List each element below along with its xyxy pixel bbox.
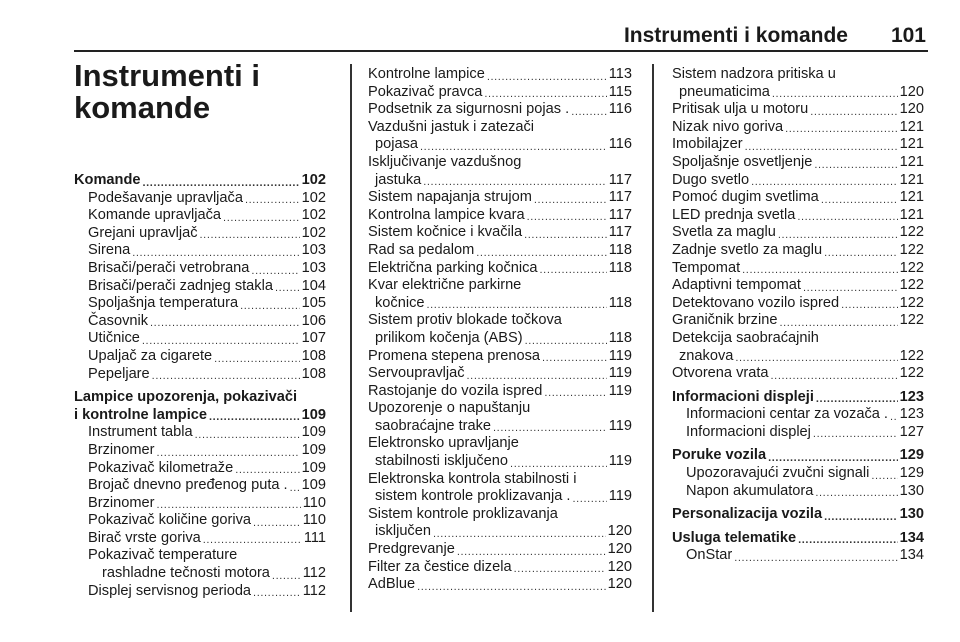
dot-leader xyxy=(200,228,300,242)
toc-section-entry[interactable] xyxy=(672,447,924,465)
toc-entry[interactable] xyxy=(672,154,924,172)
entry-label-line: Sistem protiv blokade točkova xyxy=(368,312,562,329)
page-ref: 109 xyxy=(301,459,326,476)
entry-label: isključen xyxy=(375,523,431,540)
toc-entry[interactable] xyxy=(74,583,326,601)
entry-label: Graničnik brzine xyxy=(672,312,778,329)
dot-leader xyxy=(572,492,606,506)
dot-leader xyxy=(209,410,300,424)
entry-label: Podešavanje upravljača xyxy=(88,189,243,206)
dot-leader xyxy=(253,586,301,600)
dot-leader xyxy=(142,334,300,348)
section-title: Komande xyxy=(74,172,141,188)
dot-leader xyxy=(417,580,606,594)
toc-entry[interactable] xyxy=(74,530,326,548)
toc-section-entry[interactable] xyxy=(672,530,924,548)
entry-label: AdBlue xyxy=(368,576,416,593)
page-ref: 109 xyxy=(301,441,326,458)
dot-leader xyxy=(143,176,300,190)
toc-entry[interactable] xyxy=(672,406,924,424)
dot-leader xyxy=(203,533,302,547)
toc-entry[interactable] xyxy=(672,547,924,565)
entry-label-line: Elektronsko upravljanje xyxy=(368,435,519,452)
toc-entry[interactable] xyxy=(74,242,326,260)
page-ref: 122 xyxy=(899,224,924,241)
toc-entry[interactable] xyxy=(74,207,326,225)
page-ref: 134 xyxy=(899,529,924,546)
dot-leader xyxy=(484,87,606,101)
toc-entry[interactable] xyxy=(74,313,326,331)
entry-label: jastuka xyxy=(375,171,422,188)
entry-label-line: Sistem nadzora pritiska u xyxy=(672,66,836,82)
dot-leader xyxy=(841,298,898,312)
dot-leader xyxy=(272,569,301,583)
page-ref: 130 xyxy=(899,506,924,523)
entry-label-line: Sistem kontrole proklizavanja xyxy=(368,505,558,522)
page-ref: 121 xyxy=(899,171,924,188)
toc-entry[interactable] xyxy=(368,101,632,119)
dot-leader xyxy=(476,246,606,260)
entry-label: Brisači/perači vetrobrana xyxy=(88,259,250,276)
toc-entry[interactable] xyxy=(74,225,326,243)
section-title: Personalizacija vozila xyxy=(672,506,823,523)
page-ref: 119 xyxy=(608,417,632,434)
section-title: i kontrolne lampice xyxy=(74,406,207,423)
page-ref: 123 xyxy=(899,406,924,423)
column-divider xyxy=(350,64,352,612)
page-ref: 121 xyxy=(899,206,924,223)
page-ref: 117 xyxy=(608,224,632,241)
toc-entry[interactable] xyxy=(672,136,924,154)
dot-leader xyxy=(524,228,607,242)
entry-label-line: Detekcija saobraćajnih xyxy=(672,329,819,346)
section-title-line: Lampice upozorenja, pokazivači xyxy=(74,389,298,406)
entry-label: Pokazivač pravca xyxy=(368,83,483,100)
page-ref: 123 xyxy=(899,388,924,405)
toc-entry[interactable] xyxy=(368,224,632,242)
page-number: 101 xyxy=(890,24,926,47)
toc-entry[interactable] xyxy=(368,330,632,348)
dot-leader xyxy=(457,545,606,559)
entry-label-line: Isključivanje vazdušnog xyxy=(368,153,522,170)
dot-leader xyxy=(214,352,300,366)
page-ref: 108 xyxy=(301,365,326,382)
toc-entry[interactable] xyxy=(74,366,326,384)
toc-entry[interactable] xyxy=(368,66,632,84)
entry-label: Sistem kočnice i kvačila xyxy=(368,224,523,241)
toc-entry[interactable] xyxy=(368,242,632,260)
entry-label: Pokazivač kilometraže xyxy=(88,459,234,476)
toc-entry[interactable] xyxy=(368,523,632,541)
dot-leader xyxy=(510,457,607,471)
section-title: Poruke vozila xyxy=(672,447,767,464)
entry-label: Displej servisnog perioda xyxy=(88,582,252,599)
toc-entry[interactable] xyxy=(368,559,632,577)
dot-leader xyxy=(785,122,898,136)
entry-label: Filter za čestice dizela xyxy=(368,558,512,575)
dot-leader xyxy=(772,87,898,101)
toc-entry[interactable] xyxy=(368,365,632,383)
entry-label: Zadnje svetlo za maglu xyxy=(672,241,823,258)
entry-label: Imobilajzer xyxy=(672,136,743,153)
toc-section-entry[interactable] xyxy=(672,506,924,524)
toc-entry[interactable] xyxy=(74,424,326,442)
page-ref: 129 xyxy=(899,465,924,482)
toc-column-1 xyxy=(74,172,326,600)
entry-label: Otvorena vrata xyxy=(672,365,769,382)
entry-label: pneumaticima xyxy=(679,83,770,100)
entry-label-line: Elektronska kontrola stabilnosti i xyxy=(368,470,577,487)
dot-leader xyxy=(245,193,300,207)
dot-leader xyxy=(525,334,607,348)
dot-leader xyxy=(240,299,300,313)
entry-label: Informacioni displej xyxy=(686,423,811,440)
toc-entry[interactable] xyxy=(672,348,924,366)
dot-leader xyxy=(420,140,607,154)
entry-label: Brzinomer xyxy=(88,494,155,511)
page-ref: 122 xyxy=(899,294,924,311)
page-ref: 109 xyxy=(301,424,326,441)
entry-label: prilikom kočenja (ABS) xyxy=(375,329,523,346)
toc-entry[interactable] xyxy=(74,460,326,478)
page-ref: 119 xyxy=(608,347,632,364)
toc-entry[interactable] xyxy=(672,424,924,442)
toc-entry[interactable] xyxy=(74,477,326,495)
page-ref: 102 xyxy=(301,172,326,188)
entry-label: Brisači/perači zadnjeg stakla xyxy=(88,277,273,294)
page-ref: 119 xyxy=(608,382,632,399)
dot-leader xyxy=(813,427,898,441)
entry-label: Časovnik xyxy=(88,312,149,329)
toc-section-entry[interactable] xyxy=(672,389,924,407)
page-header xyxy=(0,0,960,52)
entry-label: Adaptivni tempomat xyxy=(672,277,801,294)
dot-leader xyxy=(493,421,607,435)
entry-label: Grejani upravljač xyxy=(88,224,198,241)
toc-entry[interactable] xyxy=(368,383,632,401)
toc-entry[interactable] xyxy=(368,172,632,190)
dot-leader xyxy=(423,175,606,189)
entry-label: Informacioni centar za vozača . xyxy=(686,406,888,423)
entry-label: Dugo svetlo xyxy=(672,171,750,188)
dot-leader xyxy=(803,281,898,295)
page-ref: 122 xyxy=(899,312,924,329)
dot-leader xyxy=(735,351,897,365)
dot-leader xyxy=(815,486,897,500)
entry-label: saobraćajne trake xyxy=(375,417,492,434)
dot-leader xyxy=(157,498,301,512)
page-ref: 111 xyxy=(303,529,326,546)
dot-leader xyxy=(742,263,898,277)
dot-leader xyxy=(768,451,898,465)
page-ref: 120 xyxy=(607,523,632,540)
dot-leader xyxy=(814,158,897,172)
page-ref: 108 xyxy=(301,347,326,364)
dot-leader xyxy=(514,562,606,576)
dot-leader xyxy=(544,386,606,400)
entry-label: Detektovano vozilo ispred xyxy=(672,294,840,311)
entry-label: rashladne tečnosti motora xyxy=(102,565,270,582)
entry-label: Pokazivač količine goriva xyxy=(88,512,252,529)
page-ref: 107 xyxy=(301,330,326,347)
dot-leader xyxy=(542,351,607,365)
entry-label: Električna parking kočnica xyxy=(368,259,538,276)
dot-leader xyxy=(467,369,607,383)
page-ref: 129 xyxy=(899,447,924,464)
page-ref: 118 xyxy=(608,329,632,346)
entry-label: Pomoć dugim svetlima xyxy=(672,189,819,206)
entry-label: pojasa xyxy=(375,136,419,153)
toc-entry[interactable] xyxy=(672,295,924,313)
dot-leader xyxy=(751,175,898,189)
toc-entry[interactable] xyxy=(74,260,326,278)
toc-entry[interactable] xyxy=(672,365,924,383)
entry-label: Spoljašnje osvetljenje xyxy=(672,153,813,170)
dot-leader xyxy=(195,428,300,442)
entry-label-line: Kvar električne parkirne xyxy=(368,277,522,294)
dot-leader xyxy=(798,533,898,547)
dot-leader xyxy=(290,481,300,495)
entry-label: Sistem napajanja strujom xyxy=(368,189,532,206)
dot-leader xyxy=(771,369,898,383)
page-ref: 113 xyxy=(608,66,632,82)
page-ref: 102 xyxy=(301,207,326,224)
entry-label: Instrument tabla xyxy=(88,424,193,441)
dot-leader xyxy=(157,446,300,460)
page-ref: 120 xyxy=(607,541,632,558)
toc-entry[interactable] xyxy=(74,190,326,208)
page-ref: 119 xyxy=(608,453,632,470)
page-ref: 110 xyxy=(302,512,326,529)
dot-leader xyxy=(821,193,898,207)
page-ref: 109 xyxy=(301,477,326,494)
dot-leader xyxy=(778,228,898,242)
page-ref: 119 xyxy=(608,488,632,505)
dot-leader xyxy=(487,70,607,84)
entry-label: Promena stepena prenosa xyxy=(368,347,540,364)
toc-entry[interactable] xyxy=(74,512,326,530)
page-ref: 118 xyxy=(608,259,632,276)
dot-leader xyxy=(797,210,897,224)
page-ref: 110 xyxy=(302,494,326,511)
entry-label: Upozoravajući zvučni signali xyxy=(686,465,870,482)
dot-leader xyxy=(223,211,300,225)
page-ref: 122 xyxy=(899,365,924,382)
page-ref: 117 xyxy=(608,171,632,188)
page-ref: 120 xyxy=(899,101,924,118)
page-ref: 118 xyxy=(608,294,632,311)
dot-leader xyxy=(871,469,897,483)
page-ref: 120 xyxy=(607,558,632,575)
toc-section-entry[interactable] xyxy=(74,172,326,190)
entry-label: znakova xyxy=(679,347,734,364)
dot-leader xyxy=(734,551,897,565)
dot-leader xyxy=(824,510,898,524)
dot-leader xyxy=(275,281,300,295)
entry-label: Tempomat xyxy=(672,259,741,276)
toc-entry[interactable] xyxy=(672,277,924,295)
page-ref: 102 xyxy=(301,224,326,241)
toc-section-entry[interactable] xyxy=(74,407,326,425)
toc-entry[interactable] xyxy=(368,576,632,594)
toc-entry[interactable] xyxy=(74,278,326,296)
column-divider xyxy=(652,64,654,612)
toc-column-2 xyxy=(368,66,632,594)
page-ref: 109 xyxy=(301,406,326,423)
toc-entry[interactable] xyxy=(672,101,924,119)
entry-label-line: Vazdušni jastuk i zatezači xyxy=(368,118,535,135)
entry-label: Birač vrste goriva xyxy=(88,529,201,546)
page-ref: 127 xyxy=(899,423,924,440)
entry-label: Rastojanje do vozila ispred xyxy=(368,382,543,399)
page-ref: 120 xyxy=(607,576,632,593)
page-ref: 112 xyxy=(302,582,326,599)
page-ref: 105 xyxy=(301,295,326,312)
dot-leader xyxy=(540,263,607,277)
dot-leader xyxy=(150,316,300,330)
entry-label: Sirena xyxy=(88,242,131,259)
page-ref: 121 xyxy=(899,118,924,135)
page-ref: 115 xyxy=(608,83,632,100)
page-ref: 116 xyxy=(608,101,632,118)
toc-entry[interactable] xyxy=(672,312,924,330)
dot-leader xyxy=(235,463,299,477)
page-ref: 117 xyxy=(608,189,632,206)
dot-leader xyxy=(527,210,607,224)
page-ref: 120 xyxy=(899,83,924,100)
page-ref: 121 xyxy=(899,189,924,206)
dot-leader xyxy=(571,105,607,119)
toc-entry[interactable] xyxy=(672,207,924,225)
entry-label: Pepeljare xyxy=(88,365,150,382)
toc-entry[interactable] xyxy=(368,295,632,313)
entry-label: Svetla za maglu xyxy=(672,224,776,241)
toc-entry[interactable] xyxy=(672,260,924,278)
entry-label: stabilnosti isključeno xyxy=(375,453,509,470)
toc-entry[interactable] xyxy=(368,189,632,207)
header-divider xyxy=(74,50,928,52)
page-ref: 122 xyxy=(899,277,924,294)
entry-label: OnStar xyxy=(686,547,733,564)
page-ref: 116 xyxy=(608,136,632,153)
entry-label: Rad sa pedalom xyxy=(368,241,475,258)
section-title: Usluga telematike xyxy=(672,529,797,546)
toc-entry[interactable] xyxy=(368,541,632,559)
page-ref: 130 xyxy=(899,482,924,499)
toc-entry[interactable] xyxy=(672,172,924,190)
dot-leader xyxy=(426,298,606,312)
toc-entry[interactable] xyxy=(368,84,632,102)
dot-leader xyxy=(251,264,299,278)
entry-label-line: Pokazivač temperature xyxy=(88,547,238,564)
entry-label: LED prednja svetla xyxy=(672,206,796,223)
toc-entry[interactable] xyxy=(74,442,326,460)
toc-entry[interactable] xyxy=(368,136,632,154)
chapter-heading: Instrumenti i komande xyxy=(74,58,261,125)
page-ref: 103 xyxy=(301,242,326,259)
entry-label: Podsetnik za sigurnosni pojas . xyxy=(368,101,570,118)
page-ref: 117 xyxy=(608,206,632,223)
entry-label: Utičnice xyxy=(88,330,140,347)
page-ref: 119 xyxy=(608,365,632,382)
dot-leader xyxy=(816,392,898,406)
page-ref: 104 xyxy=(301,277,326,294)
dot-leader xyxy=(824,246,898,260)
dot-leader xyxy=(810,105,897,119)
page-ref: 121 xyxy=(899,153,924,170)
page-ref: 118 xyxy=(608,241,632,258)
page-ref: 121 xyxy=(899,136,924,153)
page-ref: 112 xyxy=(302,565,326,582)
dot-leader xyxy=(433,527,606,541)
toc-entry[interactable] xyxy=(672,119,924,137)
toc-entry[interactable] xyxy=(74,565,326,583)
dot-leader xyxy=(534,193,607,207)
toc-entry[interactable] xyxy=(672,242,924,260)
toc-entry[interactable] xyxy=(672,189,924,207)
entry-label: Upaljač za cigarete xyxy=(88,347,213,364)
section-title: Informacioni displeji xyxy=(672,388,814,405)
entry-label: Kontrolne lampice xyxy=(368,66,485,82)
toc-entry[interactable] xyxy=(368,453,632,471)
page-ref: 102 xyxy=(301,189,326,206)
toc-entry[interactable] xyxy=(74,348,326,366)
dot-leader xyxy=(132,246,299,260)
entry-label: Pritisak ulja u motoru xyxy=(672,101,809,118)
entry-label: Brzinomer xyxy=(88,441,155,458)
dot-leader xyxy=(890,410,898,424)
toc-entry[interactable] xyxy=(672,483,924,501)
toc-entry[interactable] xyxy=(368,348,632,366)
toc-entry[interactable] xyxy=(672,224,924,242)
entry-label: Napon akumulatora xyxy=(686,482,814,499)
dot-leader xyxy=(152,369,300,383)
toc-entry[interactable] xyxy=(74,330,326,348)
entry-label: Komande upravljača xyxy=(88,207,222,224)
toc-entry[interactable] xyxy=(74,495,326,513)
dot-leader xyxy=(253,516,301,530)
entry-label: sistem kontrole proklizavanja . xyxy=(375,488,571,505)
toc-entry[interactable] xyxy=(672,465,924,483)
page-ref: 106 xyxy=(301,312,326,329)
dot-leader xyxy=(745,140,898,154)
entry-label: kočnice xyxy=(375,294,425,311)
running-header-title: Instrumenti i komande xyxy=(623,24,848,47)
entry-label-line: Upozorenje o napuštanju xyxy=(368,400,531,417)
entry-label: Kontrolna lampice kvara xyxy=(368,206,525,223)
entry-label: Nizak nivo goriva xyxy=(672,118,784,135)
toc-entry[interactable] xyxy=(368,418,632,436)
toc-entry[interactable] xyxy=(672,84,924,102)
page-ref: 134 xyxy=(899,547,924,564)
toc-entry[interactable] xyxy=(368,260,632,278)
page-ref: 122 xyxy=(899,241,924,258)
toc-column-3 xyxy=(672,66,924,565)
toc-entry[interactable] xyxy=(368,207,632,225)
page-ref: 122 xyxy=(899,347,924,364)
toc-entry[interactable] xyxy=(368,488,632,506)
page-ref: 103 xyxy=(301,259,326,276)
dot-leader xyxy=(779,316,897,330)
toc-entry[interactable] xyxy=(74,295,326,313)
entry-label: Spoljašnja temperatura xyxy=(88,295,239,312)
entry-label: Predgrevanje xyxy=(368,541,455,558)
page-ref: 122 xyxy=(899,259,924,276)
entry-label: Brojač dnevno pređenog puta . xyxy=(88,477,288,494)
entry-label: Servoupravljač xyxy=(368,365,465,382)
